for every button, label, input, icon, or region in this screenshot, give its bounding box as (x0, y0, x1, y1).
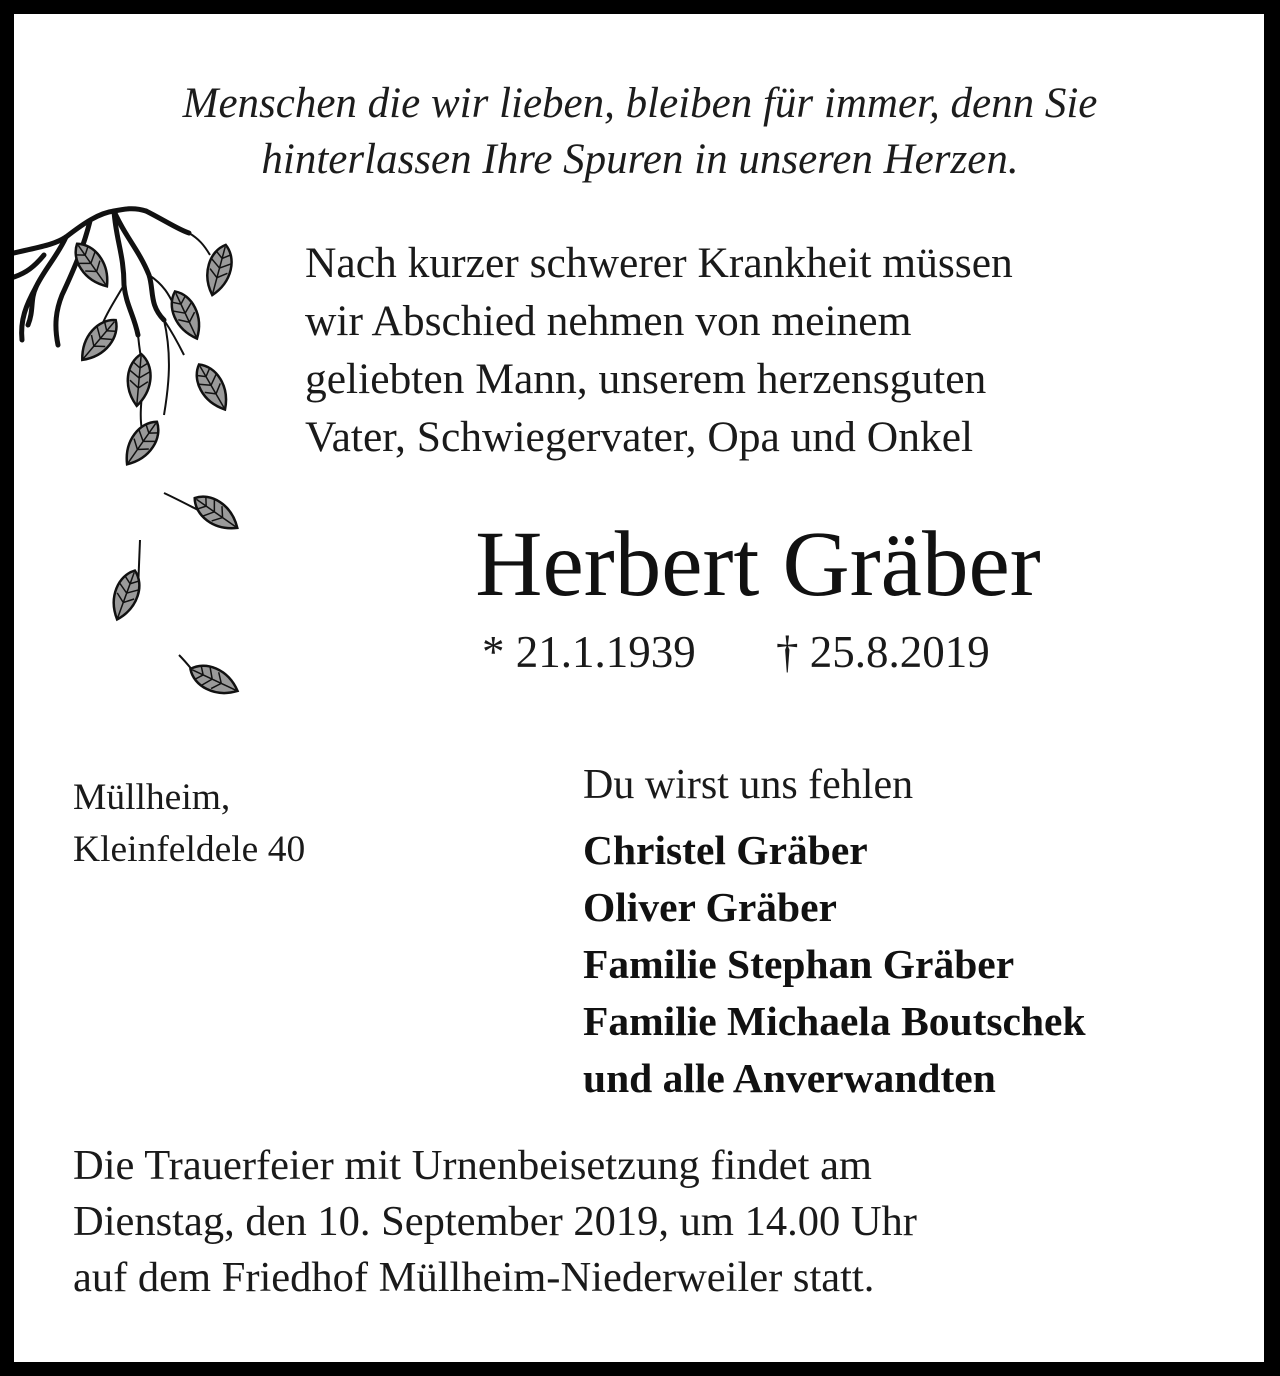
mourner-3: Familie Stephan Gräber (583, 941, 1015, 987)
mourner-5: und alle Anverwandten (583, 1055, 996, 1101)
death-date: † 25.8.2019 (776, 627, 990, 677)
intro-line-2: wir Abschied nehmen von meinem (305, 297, 912, 345)
service-line-2: Dienstag, den 10. September 2019, um 14.00 Uhr (73, 1198, 917, 1245)
birch-branch-with-leaves-icon (14, 195, 254, 705)
service-line-3: auf dem Friedhof Müllheim-Niederweiler statt. (73, 1254, 875, 1301)
closing-line: Du wirst uns fehlen (583, 762, 914, 808)
motto-line-2: hinterlassen Ihre Spuren in unseren Herzen. (261, 136, 1019, 183)
mourner-2: Oliver Gräber (583, 884, 837, 930)
deceased-name: Herbert Gräber (475, 513, 1041, 616)
address-city: Müllheim, (73, 777, 231, 818)
mourner-1: Christel Gräber (583, 827, 868, 873)
address-street: Kleinfeldele 40 (73, 829, 306, 870)
intro-line-4: Vater, Schwiegervater, Opa und Onkel (305, 413, 974, 461)
intro-line-1: Nach kurzer schwerer Krankheit müssen (305, 239, 1013, 287)
intro-line-3: geliebten Mann, unserem herzensguten (305, 355, 987, 403)
service-line-1: Die Trauerfeier mit Urnenbeisetzung findet am (73, 1142, 872, 1189)
birth-date: * 21.1.1939 (482, 627, 696, 677)
mourner-4: Familie Michaela Boutschek (583, 998, 1086, 1044)
motto-line-1: Menschen die wir lieben, bleiben für immer, denn Sie (182, 80, 1098, 127)
